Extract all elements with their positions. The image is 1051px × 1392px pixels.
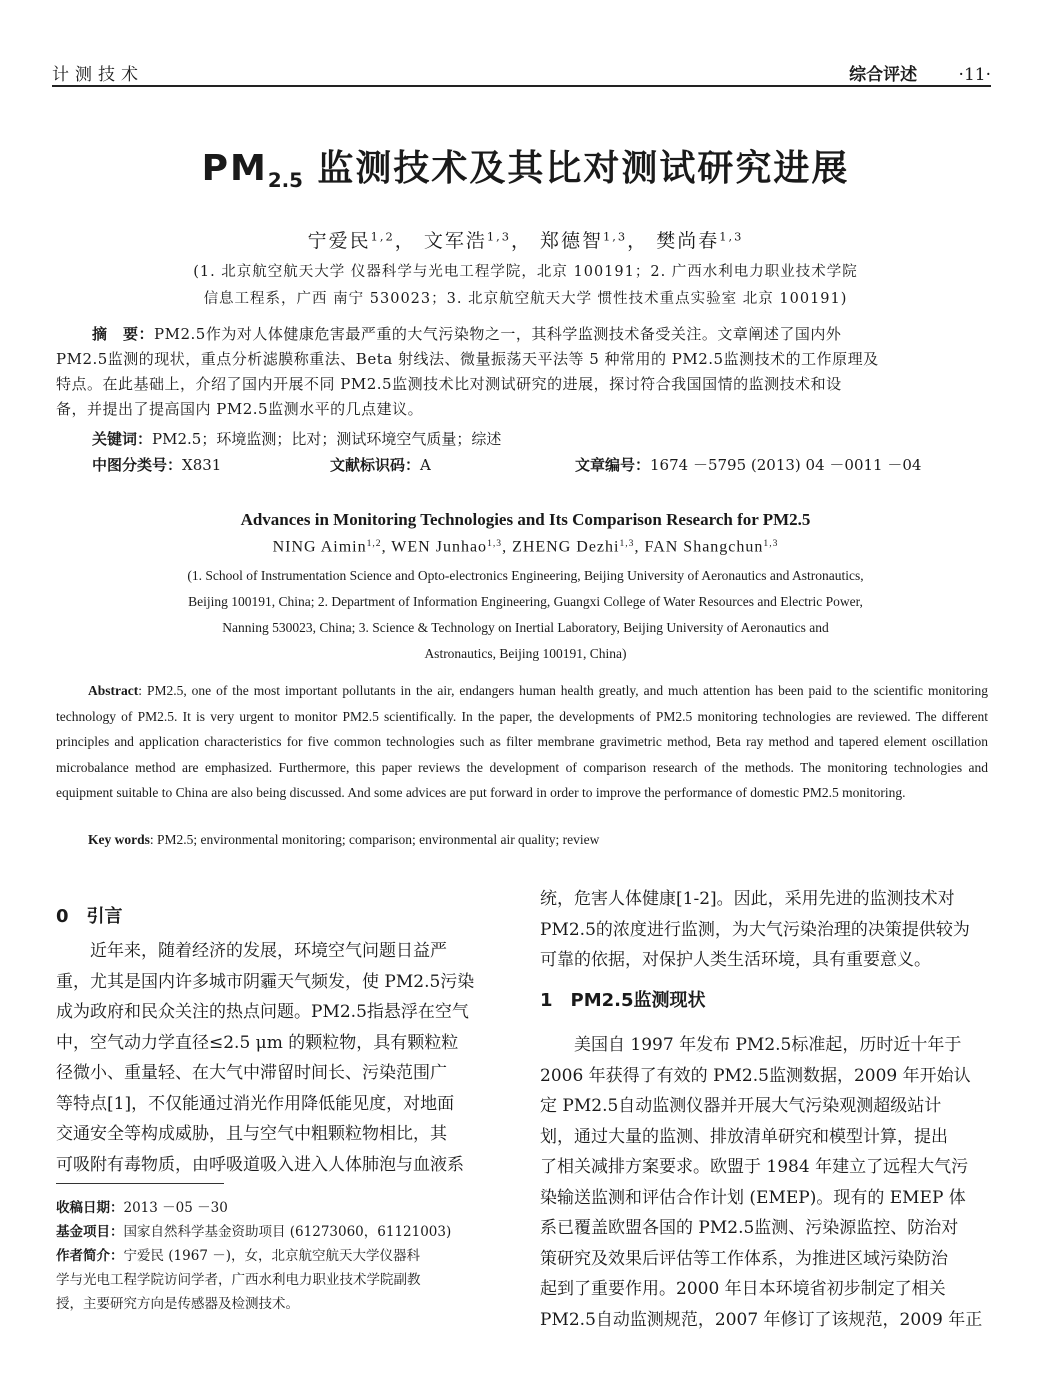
section-0-body: 近年来，随着经济的发展，环境空气问题日益严 重，尤其是国内许多城市阴霾天气频发，使 PM2.5污染 成为政府和民众关注的热点问题。PM2.5指悬浮在空气 中，空气动力学直径≤2.5 μm 的颗粒物，具有颗粒粒 径微小、重量轻、在大气中滞留时间长、污染范围广 等特点[1]，不仅能通过消光作用降低能见度，对地面 交通安全等构成威胁，且与空气中粗颗粒物相比，其 可吸附有毒物质，由呼吸道吸入进入人体肺泡与血液系 bbox=[56, 941, 475, 1175]
page-number: ·11· bbox=[958, 65, 991, 85]
section-0-continued: 统，危害人体健康[1-2]。因此，采用先进的监测技术对 PM2.5的浓度进行监测，为大气污染治理的决策提供较为 可靠的依据，对保护人类生活环境，具有重要意义。 bbox=[540, 889, 970, 970]
section-heading-0: 0 引言 bbox=[56, 906, 123, 927]
author-name: 宁爱民 bbox=[307, 230, 371, 252]
author-name: 文军浩 bbox=[423, 230, 487, 252]
header-rule bbox=[52, 85, 991, 87]
classification-line: 中图分类号：X831 文献标识码：A 文章编号：1674 －5795 (2013) 04 －0011 －04 bbox=[92, 456, 922, 474]
author-list: 宁爱民$^{1,2}$， 文军浩$^{1,3}$， 郑德智$^{1,3}$， 樊尚春$^{1,3}$ bbox=[307, 229, 744, 252]
abstract-en-label: Abstract bbox=[88, 683, 139, 698]
author-name: 郑德智 bbox=[540, 230, 604, 252]
section-1-body: 美国自 1997 年发布 PM2.5标准起，历时近十年于 2006 年获得了有效的 PM2.5监测数据，2009 年开始认 定 PM2.5自动监测仪器并开展大气污染观测超级站计 划，通过大量的监测、排放清单研究和模型计算，提出 了相关减排方案要求。欧盟于 1984 年建立了远程大气污 染输送监测和评估合作计划 (EMEP)。现有的 EMEP 体 系已覆盖欧盟各国的 PM2.5监测、污染源监控、防治对 策研究及效果后评估等工作体系，为推进区域污染防治 起到了重要作用。2000 年日本环境省初步制定了相关 PM2.5自动监测规范，2007 年修订了该规范，2009 年正 bbox=[540, 1035, 983, 1330]
paper-title: $PM_{2.5}$ 监测技术及其比对测试研究进展 bbox=[201, 148, 850, 192]
english-affiliation-line: (1. School of Instrumentation Science and Opto-electronics Engineering, Beijing University of Aeronautics and Astronautics, bbox=[187, 568, 864, 583]
abstract-en: Abstract: PM2.5, one of the most important pollutants in the air, endangers human health greatly, and much attention has been paid to the scientific monitoring technology of PM2.5. It is very urgent to monitor PM2.5 scientifically. In the paper, the developments of PM2.5 monitoring technologies are reviewed. The different principles and application characteristics for five common technologies such as filter membrane gravimetric method, Beta ray method and tapered element oscillation microbalance method are emphasized. Furthermore, this paper reviews the development of comparison research of the methods. The monitoring technologies and equipment suitable to China are also being discussed. And some advices are put forward in order to improve the performance of domestic PM2.5 monitoring. bbox=[56, 683, 988, 800]
english-affiliation-line: Astronautics, Beijing 100191, China) bbox=[424, 646, 627, 661]
english-title: Advances in Monitoring Technologies and Its Comparison Research for PM2.5 bbox=[240, 510, 811, 529]
english-affiliation-line: Nanning 530023, China; 3. Science & Technology on Inertial Laboratory, Beijing University of Aeronautics and bbox=[222, 620, 829, 635]
section-label: 综合评述 bbox=[849, 65, 918, 85]
section-heading-1: 1 PM2.5监测现状 bbox=[540, 990, 706, 1011]
english-author-list: NING Aimin$^{1,2}$, WEN Junhao$^{1,3}$, ZHENG Dezhi$^{1,3}$, FAN Shangchun$^{1,3}$ bbox=[272, 538, 779, 556]
english-affiliation-line: Beijing 100191, China; 2. Department of Information Engineering, Guangxi College of Water Resources and Electric Power, bbox=[188, 594, 863, 609]
abstract-cn: 摘 要：PM2.5作为对人体健康危害最严重的大气污染物之一，其科学监测技术备受关注。文章阐述了国内外 PM2.5监测的现状，重点分析滤膜称重法、Beta 射线法、微量振荡天平法等 5 种常用的 PM2.5监测技术的工作原理及 特点。在此基础上，介绍了国内开展不同 PM2.5监测技术比对测试研究的进展，探讨符合我国国情的监测技术和设 备，并提出了提高国内 PM2.5监测水平的几点建议。 bbox=[56, 325, 879, 418]
footnotes: 收稿日期：2013 －05 －30 基金项目：国家自然科学基金资助项目 (61273060，61121003) 作者简介：宁爱民 (1967 －)，女，北京航空航天大学仪器科 学与光电工程学院访问学者，广西水利电力职业技术学院副教 授，主要研究方向是传感器及检测技术。 bbox=[56, 1200, 452, 1312]
journal-name: 计测技术 bbox=[52, 65, 144, 85]
author-name: 樊尚春 bbox=[656, 230, 720, 252]
affiliation-line: 信息工程系，广西 南宁 530023；3. 北京航空航天大学 惯性技术重点实验室 北京 100191) bbox=[203, 291, 848, 307]
running-header bbox=[849, 60, 991, 85]
keywords-en: Key words: PM2.5; environmental monitoring; comparison; environmental air quality; review bbox=[88, 832, 600, 847]
footnote-rule bbox=[56, 1183, 224, 1184]
keywords-cn: 关键词：PM2.5；环境监测；比对；测试环境空气质量；综述 bbox=[92, 430, 502, 448]
abstract-label: 摘 要： bbox=[92, 325, 155, 343]
affiliation-line: (1. 北京航空航天大学 仪器科学与光电工程学院，北京 100191；2. 广西水利电力职业技术学院 bbox=[193, 264, 858, 280]
